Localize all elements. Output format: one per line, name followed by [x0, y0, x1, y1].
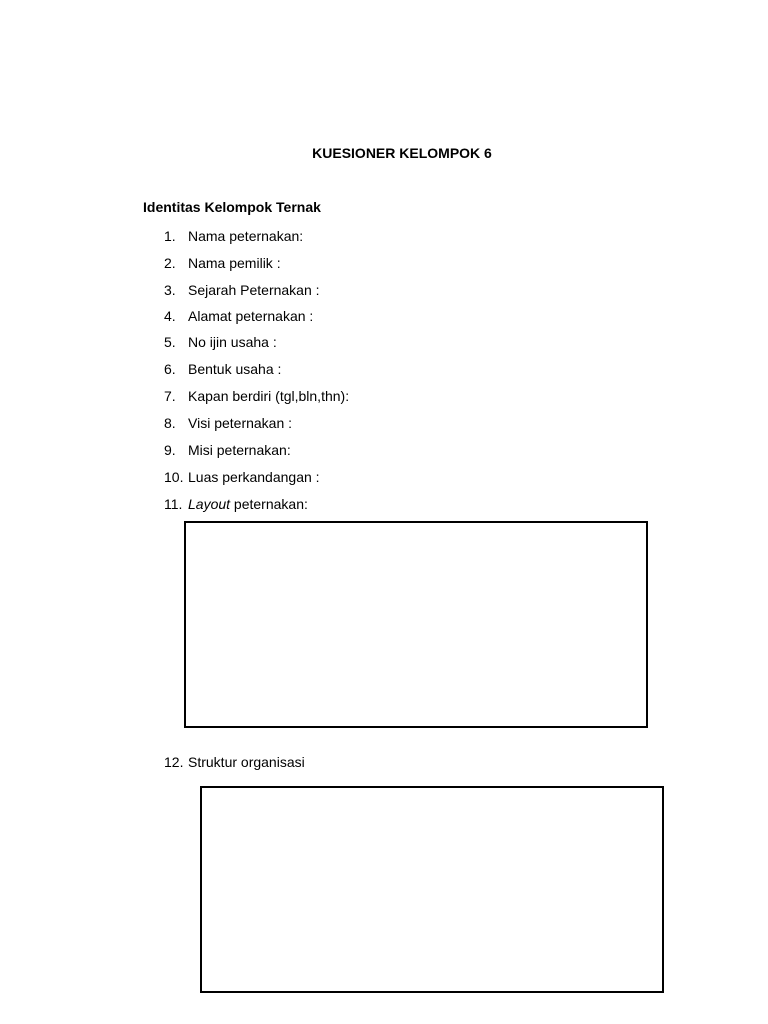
item-label: Nama peternakan:	[188, 228, 304, 244]
item-number: 9.	[164, 442, 176, 458]
item-label	[188, 494, 308, 514]
item-number: 7.	[164, 388, 176, 404]
document-title: KUESIONER KELOMPOK 6	[312, 145, 492, 161]
section-heading: Identitas Kelompok Ternak	[143, 199, 321, 215]
item-label: Sejarah Peternakan :	[188, 282, 320, 298]
item-number: 8.	[164, 415, 176, 431]
item-label: Kapan berdiri (tgl,bln,thn):	[188, 388, 350, 404]
item-number: 12.	[164, 754, 184, 770]
item-number: 6.	[164, 361, 176, 377]
item-label-italic: Layout	[188, 496, 231, 512]
item-label: Alamat peternakan :	[188, 308, 314, 324]
layout-drawing-box	[184, 521, 648, 728]
item-label: Misi peternakan:	[188, 442, 291, 458]
item-number: 2.	[164, 255, 176, 271]
item-label: No ijin usaha :	[188, 334, 277, 350]
item-number: 4.	[164, 308, 176, 324]
item-number: 5.	[164, 334, 176, 350]
item-label-rest: peternakan:	[230, 496, 308, 512]
item-label: Nama pemilik :	[188, 255, 281, 271]
item-label: Struktur organisasi	[188, 754, 305, 770]
item-label: Bentuk usaha :	[188, 361, 282, 377]
item-number: 1.	[164, 228, 176, 244]
organization-structure-box	[200, 786, 664, 993]
item-label: Visi peternakan :	[188, 415, 293, 431]
item-number: 11.	[164, 496, 183, 512]
item-label: Luas perkandangan :	[188, 469, 320, 485]
item-number: 3.	[164, 282, 176, 298]
item-number: 10.	[164, 469, 184, 485]
